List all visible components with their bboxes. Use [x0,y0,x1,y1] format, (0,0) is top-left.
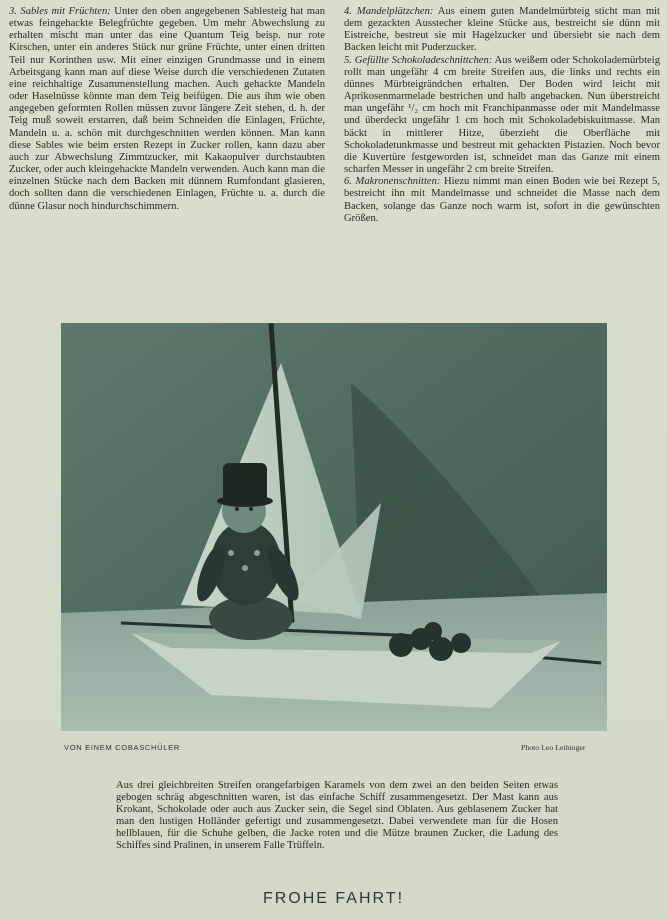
recipe-3-text: Unter den oben angegebenen Sablesteig hat man etwas feingehackte Belegfrüchte gegeben. Um mehr Abwechslung zu erhalten mischt man unter das eine Quantum Teig beisp. nur rote Kirschen, unter ein anderes Stück nur grüne Früchte, unter einen dritten Teil nur Korinthen usw. Mit einer einzigen Grundmasse und in einem Arbeitsgang kann man auf diese Weise durch die verschiedenen Zutaten eine reichhaltige Zusammenstellung machen. Auch gehackte Mandeln oder Haselnüsse könnte man dem Teig beifügen. Die aus ihm wie oben angegeben geformten Rollen müssen zuvor längere Zeit stehen, d. h. der Teig muß soweit erstarren, daß beim Schneiden die Einlagen, Früchte, Mandeln u. a. schön mit durchgeschnitten werden können. Man kann diese Sables wie beim ersten Rezept in Zucker rollen, kann dazu aber auch zur Abwechslung Zimmtzucker, mit Kakaopulver durchstaubten Zucker, oder auch kleingehackte Mandeln verwenden. Auch kann man die einzelnen Stücke nach dem Backen mit dünnem Rumfondant glasieren, doch sollten dann die verschiedenen Einlagen, Früchte u. a. durch die dünne Glasur noch hindurchschimmern. [9,6,325,212]
recipe-6-heading: 6. Makronenschnitten: [344,176,441,188]
photo-caption-credit-school: VON EINEM COBASCHÜLER [64,743,180,752]
recipe-3-heading: 3. Sables mit Früchten: [9,6,111,17]
sugar-ship-illustration [61,323,607,731]
recipe-6 [344,176,660,225]
recipe-4 [344,6,660,55]
recipe-5-text: Aus weißem oder Schokolademürbteig rollt man ungefähr 4 cm breite Streifen aus, die links und rechts ein dünnes Mürbteigrändchen erhalten. Der Boden wird leicht mit Aprikosenmarmelade bestrichen und halb angebacken. Nun überstreicht man ungefähr ¹/₂ cm hoch mit Franchipanmasse oder mit Mandelmasse und überdeckt ungefähr 1 cm hoch mit Schokoladebiskuitmasse. Man bäckt in mittlerer Hitze, überzieht die Oberfläche mit Schokoladetunkmasse und bestreut mit gehackten Pistazien. Noch bevor die Kuvertüre festgeworden ist, schneidet man das Ganze mit einem scharfen Messer in ungefähr 2 cm breite Streifen. [344,54,660,176]
recipe-5-heading: 5. Gefüllte Schokoladeschnittchen: [344,54,493,66]
recipe-4-heading: 4. Mandelplätzchen: [344,6,434,17]
recipe-6-text: Hiezu nimmt man einen Boden wie bei Rezept 5, bestreicht ihn mit Mandelmasse und schneidet die Masse nach dem Backen, solange das Ganze noch warm ist, sofort in die gewünschten Größen. [344,176,660,224]
photo-sugar-ship [61,323,607,731]
motto-heading: FROHE FAHRT! [262,890,405,907]
right-text-column [344,6,660,225]
photo-description: Aus drei gleichbreiten Streifen orangefarbigen Karamels von dem zwei an den beiden Seiten etwas gebogen schräg abgeschnitten waren, ist das einfache Schiff zusammengesetzt. Der Mast kann aus Krokant, Schokolade oder auch aus Zucker sein, die Segel sind Oblaten. Aus geblasenem Zucker hat man den lustigen Holländer gefertigt und zusammengesetzt. Dabei verwendete man für die Hosen hellblauen, für die Schuhe gelben, die Jacke roten und die Mütze braunen Zucker, die Ladung des Schiffes sind Pralinen, in unserem Falle Trüffeln. [116,780,558,852]
recipe-4-text: Aus einem guten Mandelmürbteig sticht man mit dem gezackten Ausstecher kleine Stücke aus, bestreicht sie dünn mit Eistreiche, bestreut sie mit Hagelzucker und übersiebt sie nach dem Backen leicht mit Puderzucker. [344,6,660,54]
recipe-5 [344,55,660,177]
recipe-3 [9,6,325,213]
left-text-column [9,6,325,213]
photo-caption-photographer: Photo Leo Leibinger [521,743,586,752]
